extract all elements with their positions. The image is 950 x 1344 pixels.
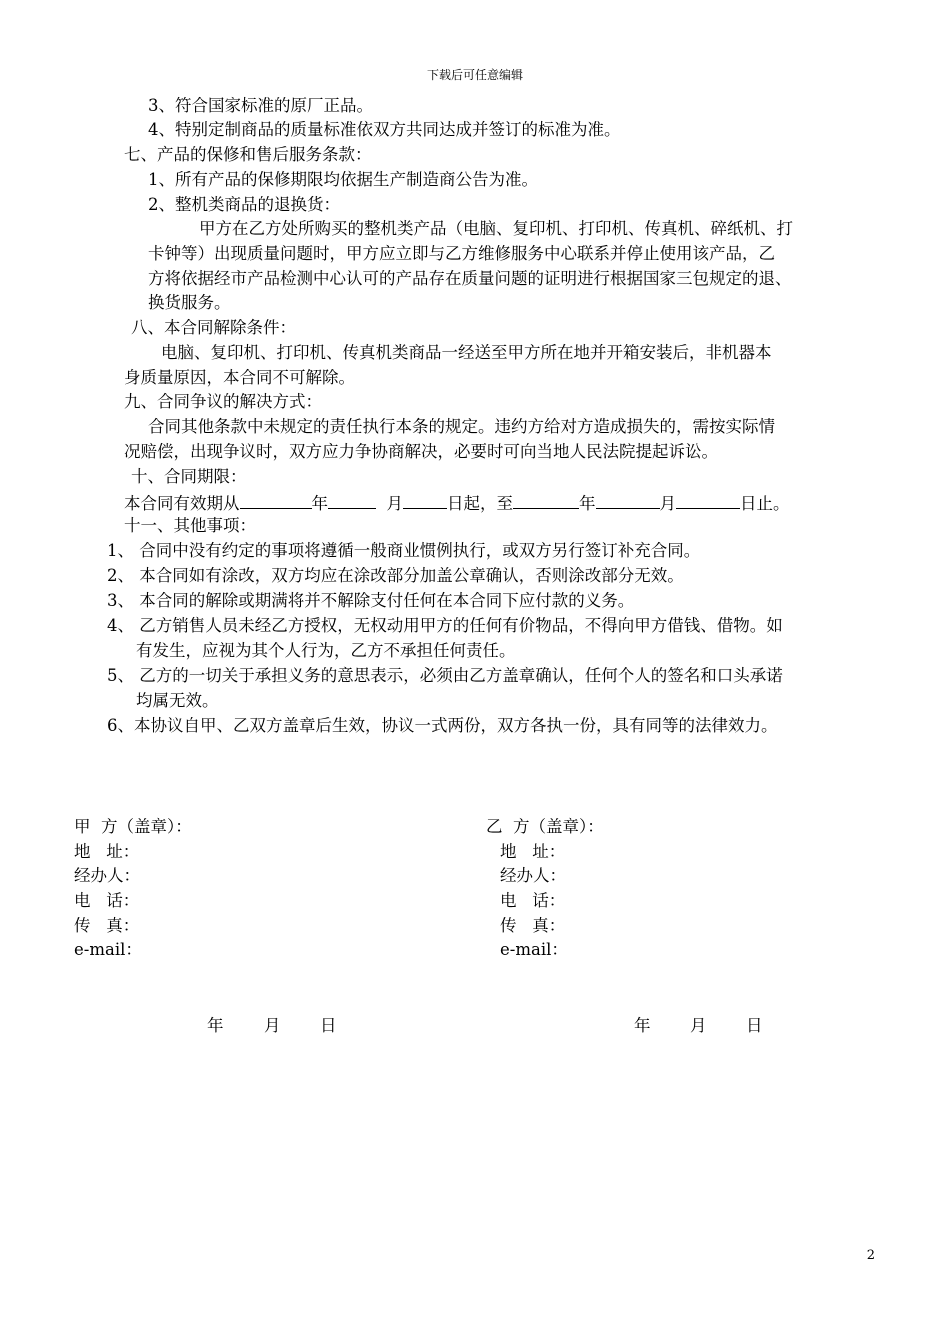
- clause-7-2-line-1: 甲方在乙方处所购买的整机类产品（电脑、复印机、打印机、传真机、碎纸机、打: [199, 219, 793, 238]
- section-8-heading: 八、本合同解除条件：: [131, 318, 296, 337]
- page-header: 下载后可任意编辑: [426, 68, 523, 82]
- party-a-address: 地 址：: [74, 842, 140, 861]
- term-end-year-blank[interactable]: [513, 490, 579, 509]
- item-4-line-2: 有发生，应视为其个人行为，乙方不承担任何责任。: [136, 641, 516, 660]
- item-2: 2、 本合同如有涂改，双方均应在涂改部分加盖公章确认，否则涂改部分无效。: [107, 566, 684, 585]
- page-number: 2: [866, 1248, 875, 1263]
- clause-7-2-line-4: 换货服务。: [148, 293, 231, 312]
- clause-7-2: 2、整机类商品的退换货：: [148, 195, 340, 214]
- item-6: 6、本协议自甲、乙双方盖章后生效，协议一式两份，双方各执一份，具有同等的法律效力。: [107, 716, 778, 735]
- term-end-day-blank[interactable]: [676, 490, 740, 509]
- contract-term-line: [124, 490, 790, 516]
- item-5-line-2: 均属无效。: [136, 691, 219, 710]
- item-3: 3、 本合同的解除或期满将并不解除支付任何在本合同下应付款的义务。: [107, 591, 635, 610]
- term-start-year-blank[interactable]: [240, 490, 312, 509]
- party-b-date-month: 月: [690, 1016, 707, 1035]
- party-b-date-year: 年: [634, 1016, 651, 1035]
- clause-7-2-line-3: 方将依据经市产品检测中心认可的产品存在质量问题的证明进行根据国家三包规定的退、: [148, 269, 792, 288]
- party-a-fax: 传 真：: [74, 916, 140, 935]
- section-9-heading: 九、合同争议的解决方式：: [124, 392, 322, 411]
- clause-6-4: 4、特别定制商品的质量标准依双方共同达成并签订的标准为准。: [148, 120, 621, 139]
- item-5-line-1: 5、 乙方的一切关于承担义务的意思表示，必须由乙方盖章确认，任何个人的签名和口头承诺: [107, 666, 783, 685]
- party-b-title: 乙 方（盖章）：: [486, 817, 604, 836]
- term-day-2: 日止。: [740, 494, 790, 513]
- party-b-address: 地 址：: [500, 842, 566, 861]
- section-9-line-1: 合同其他条款中未规定的责任执行本条的规定。违约方给对方造成损失的，需按实际情: [148, 417, 775, 436]
- section-9-line-2: 况赔偿，出现争议时，双方应力争协商解决，必要时可向当地人民法院提起诉讼。: [124, 442, 718, 461]
- term-start-month-blank[interactable]: [328, 490, 376, 509]
- item-4-line-1: 4、 乙方销售人员未经乙方授权，无权动用甲方的任何有价物品，不得向甲方借钱、借物。如: [107, 616, 783, 635]
- party-b-phone: 电 话：: [500, 891, 566, 910]
- section-7-heading: 七、产品的保修和售后服务条款：: [124, 145, 372, 164]
- party-b-fax: 传 真：: [500, 916, 566, 935]
- party-a-date-day: 日: [320, 1016, 337, 1035]
- party-a-date-year: 年: [207, 1016, 224, 1035]
- term-year-2: 年: [579, 494, 596, 513]
- party-a-title: 甲 方（盖章）：: [74, 817, 192, 836]
- term-start-day-blank[interactable]: [403, 490, 447, 509]
- party-a-phone: 电 话：: [74, 891, 140, 910]
- term-day-1: 日起，至: [447, 494, 513, 513]
- section-8-line-2: 身质量原因，本合同不可解除。: [124, 368, 355, 387]
- clause-6-3: 3、符合国家标准的原厂正品。: [148, 96, 373, 115]
- party-a-email: e-mail：: [74, 940, 142, 959]
- term-month-2: 月: [659, 494, 676, 513]
- party-a-date-month: 月: [264, 1016, 281, 1035]
- section-8-line-1: 电脑、复印机、打印机、传真机类商品一经送至甲方所在地并开箱安装后，非机器本: [161, 343, 772, 362]
- party-b-email: e-mail：: [500, 940, 568, 959]
- section-10-heading: 十、合同期限：: [131, 467, 247, 486]
- party-b-date-day: 日: [746, 1016, 763, 1035]
- clause-7-2-line-2: 卡钟等）出现质量问题时，甲方应立即与乙方维修服务中心联系并停止使用该产品，乙: [148, 244, 775, 263]
- clause-7-1: 1、所有产品的保修期限均依据生产制造商公告为准。: [148, 170, 538, 189]
- term-year-1: 年: [311, 494, 328, 513]
- section-11-heading: 十一、其他事项：: [124, 516, 256, 535]
- term-end-month-blank[interactable]: [596, 490, 660, 509]
- party-a-agent: 经办人：: [74, 866, 140, 885]
- party-b-agent: 经办人：: [500, 866, 566, 885]
- term-prefix: 本合同有效期从: [124, 494, 240, 513]
- item-1: 1、 合同中没有约定的事项将遵循一般商业惯例执行，或双方另行签订补充合同。: [107, 541, 701, 560]
- term-month-1: 月: [386, 494, 403, 513]
